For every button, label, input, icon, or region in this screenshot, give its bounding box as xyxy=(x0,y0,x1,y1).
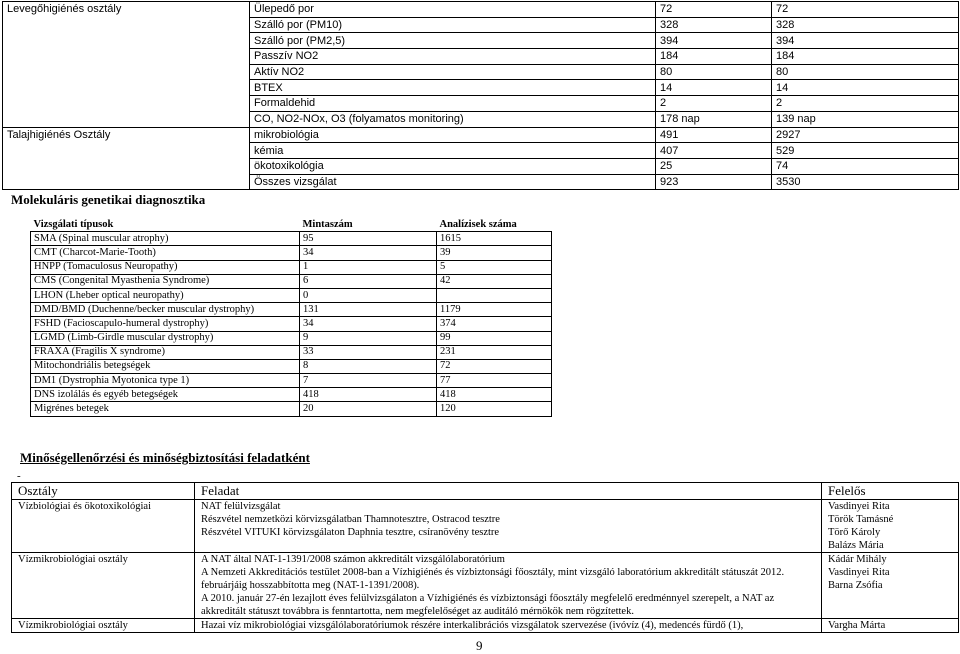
analysis-count: 1615 xyxy=(437,232,552,246)
measurement-name: BTEX xyxy=(250,80,656,96)
department-cell xyxy=(3,49,250,65)
genetics-table xyxy=(30,218,552,417)
sample-count: 7 xyxy=(300,374,437,388)
analysis-count: 39 xyxy=(437,246,552,260)
analysis-count: 374 xyxy=(437,317,552,331)
department-cell xyxy=(3,17,250,33)
sample-count: 20 xyxy=(300,402,437,416)
page-number: 9 xyxy=(476,638,483,653)
quality-row xyxy=(12,619,959,633)
quality-row-task xyxy=(195,619,822,633)
measurement-name: Szálló por (PM10) xyxy=(250,17,656,33)
value-cell-2: 184 xyxy=(772,49,959,65)
test-type: DMD/BMD (Duchenne/becker muscular dystrophy) xyxy=(31,303,300,317)
genetics-row xyxy=(31,274,552,288)
department-cell xyxy=(3,158,250,174)
resp-line: Török Tamásné xyxy=(828,514,894,525)
value-cell-1: 394 xyxy=(656,33,772,49)
sample-count: 95 xyxy=(300,232,437,246)
analysis-count: 77 xyxy=(437,374,552,388)
department-cell: Levegőhigiénés osztály xyxy=(3,2,250,18)
measurement-name: CO, NO2-NOx, O3 (folyamatos monitoring) xyxy=(250,111,656,127)
genetics-row xyxy=(31,232,552,246)
test-type: Migrénes betegek xyxy=(31,402,300,416)
test-type: DM1 (Dystrophia Myotonica type 1) xyxy=(31,374,300,388)
quality-row xyxy=(12,553,959,619)
test-type: CMS (Congenital Myasthenia Syndrome) xyxy=(31,274,300,288)
department-cell xyxy=(3,80,250,96)
resp-line: Balázs Mária xyxy=(828,540,884,551)
value-cell-2: 74 xyxy=(772,158,959,174)
analysis-count: 72 xyxy=(437,359,552,373)
value-cell-1: 2 xyxy=(656,96,772,112)
measurement-name: Összes vizsgálat xyxy=(250,174,656,190)
measurement-row xyxy=(3,64,959,80)
genetics-header-analyses: Analízisek száma xyxy=(437,218,552,232)
test-type: FRAXA (Fragilis X syndrome) xyxy=(31,345,300,359)
quality-header-task: Feladat xyxy=(195,483,822,500)
measurement-row xyxy=(3,2,959,18)
measurement-name: Ülepedő por xyxy=(250,2,656,18)
resp-line: Vasdinyei Rita xyxy=(828,567,890,578)
task-line: Részvétel VITUKI körvizsgálaton Daphnia tesztre, csíranövény tesztre xyxy=(201,527,500,538)
measurement-row xyxy=(3,127,959,143)
genetics-section-title: Molekuláris genetikai diagnosztika xyxy=(11,192,206,207)
analysis-count: 120 xyxy=(437,402,552,416)
resp-line: Törő Károly xyxy=(828,527,881,538)
analysis-count: 5 xyxy=(437,260,552,274)
quality-header-dept: Osztály xyxy=(12,483,195,500)
genetics-row xyxy=(31,388,552,402)
resp-line: Kádár Mihály xyxy=(828,554,887,565)
value-cell-1: 328 xyxy=(656,17,772,33)
department-cell xyxy=(3,96,250,112)
quality-header-resp: Felelős xyxy=(822,483,959,500)
value-cell-1: 25 xyxy=(656,158,772,174)
sample-count: 1 xyxy=(300,260,437,274)
test-type: LHON (Lheber optical neuropathy) xyxy=(31,288,300,302)
sample-count: 0 xyxy=(300,288,437,302)
task-line: A NAT által NAT-1-1391/2008 számon akkreditált vizsgálólaboratórium xyxy=(201,554,505,565)
sample-count: 33 xyxy=(300,345,437,359)
value-cell-1: 72 xyxy=(656,2,772,18)
value-cell-1: 407 xyxy=(656,143,772,159)
measurement-row xyxy=(3,17,959,33)
test-type: FSHD (Facioscapulo-humeral dystrophy) xyxy=(31,317,300,331)
measurement-row xyxy=(3,96,959,112)
value-cell-2: 80 xyxy=(772,64,959,80)
quality-section-title: Minőségellenőrzési és minőségbiztosítási feladatként xyxy=(20,450,310,465)
genetics-row xyxy=(31,260,552,274)
genetics-row xyxy=(31,246,552,260)
genetics-header-row xyxy=(31,218,552,232)
measurement-row xyxy=(3,80,959,96)
sample-count: 34 xyxy=(300,317,437,331)
measurement-name: Szálló por (PM2,5) xyxy=(250,33,656,49)
genetics-row xyxy=(31,359,552,373)
value-cell-1: 923 xyxy=(656,174,772,190)
measurement-row xyxy=(3,174,959,190)
analysis-count: 1179 xyxy=(437,303,552,317)
air-soil-hygiene-table xyxy=(2,1,959,190)
quality-header-row xyxy=(12,483,959,500)
task-line: Részvétel nemzetközi körvizsgálatban Thamnotesztre, Ostracod tesztre xyxy=(201,514,500,525)
department-cell xyxy=(3,33,250,49)
measurement-row xyxy=(3,143,959,159)
measurement-name: ökotoxikológia xyxy=(250,158,656,174)
value-cell-1: 491 xyxy=(656,127,772,143)
genetics-header-type: Vizsgálati típusok xyxy=(31,218,300,232)
genetics-row xyxy=(31,331,552,345)
quality-dash: - xyxy=(17,470,21,482)
value-cell-2: 529 xyxy=(772,143,959,159)
department-cell xyxy=(3,174,250,190)
resp-line: Vargha Márta xyxy=(828,620,886,631)
value-cell-2: 72 xyxy=(772,2,959,18)
measurement-row xyxy=(3,49,959,65)
analysis-count: 418 xyxy=(437,388,552,402)
sample-count: 34 xyxy=(300,246,437,260)
department-cell xyxy=(3,143,250,159)
sample-count: 418 xyxy=(300,388,437,402)
test-type: HNPP (Tomaculosus Neuropathy) xyxy=(31,260,300,274)
task-line: NAT felülvizsgálat xyxy=(201,501,281,512)
analysis-count xyxy=(437,288,552,302)
genetics-row xyxy=(31,402,552,416)
value-cell-2: 3530 xyxy=(772,174,959,190)
measurement-name: kémia xyxy=(250,143,656,159)
quality-row-task xyxy=(195,553,822,619)
test-type: CMT (Charcot-Marie-Tooth) xyxy=(31,246,300,260)
measurement-name: Aktív NO2 xyxy=(250,64,656,80)
genetics-header-samples: Mintaszám xyxy=(300,218,437,232)
analysis-count: 231 xyxy=(437,345,552,359)
value-cell-2: 139 nap xyxy=(772,111,959,127)
value-cell-2: 14 xyxy=(772,80,959,96)
genetics-row xyxy=(31,345,552,359)
value-cell-1: 178 nap xyxy=(656,111,772,127)
analysis-count: 42 xyxy=(437,274,552,288)
quality-row-dept: Vízmikrobiológiai osztály xyxy=(12,619,195,633)
value-cell-1: 14 xyxy=(656,80,772,96)
genetics-row xyxy=(31,374,552,388)
resp-line: Vasdinyei Rita xyxy=(828,501,890,512)
sample-count: 9 xyxy=(300,331,437,345)
analysis-count: 99 xyxy=(437,331,552,345)
measurement-name: Passzív NO2 xyxy=(250,49,656,65)
measurement-row xyxy=(3,33,959,49)
value-cell-1: 80 xyxy=(656,64,772,80)
task-line: Hazai víz mikrobiológiai vizsgálólaboratóriumok részére interkalibrációs vizsgálatok szervezése (ivóvíz (4), medencés fürdő (1), xyxy=(201,620,744,631)
quality-row-resp xyxy=(822,500,959,553)
quality-row-dept: Vízbiológiai és ökotoxikológiai xyxy=(12,500,195,553)
quality-row-resp xyxy=(822,619,959,633)
resp-line: Barna Zsófia xyxy=(828,580,883,591)
sample-count: 6 xyxy=(300,274,437,288)
value-cell-1: 184 xyxy=(656,49,772,65)
quality-row-resp xyxy=(822,553,959,619)
value-cell-2: 2 xyxy=(772,96,959,112)
quality-row-dept: Vízmikrobiológiai osztály xyxy=(12,553,195,619)
genetics-row xyxy=(31,303,552,317)
test-type: DNS izolálás és egyéb betegségek xyxy=(31,388,300,402)
genetics-row xyxy=(31,317,552,331)
department-cell: Talajhigiénés Osztály xyxy=(3,127,250,143)
test-type: LGMD (Limb-Girdle muscular dystrophy) xyxy=(31,331,300,345)
measurement-row xyxy=(3,158,959,174)
value-cell-2: 394 xyxy=(772,33,959,49)
task-line: A 2010. január 27-én lezajlott éves felülvizsgálaton a Vízhigiénés és vízbiztonsági főosztály megfelelő eredménnyel szerepelt, a NAT az akkreditált státuszt továbbra is fenntartotta, nem megfelelőséget az auditáló mérnökök nem rögzítettek. xyxy=(201,593,775,617)
test-type: SMA (Spinal muscular atrophy) xyxy=(31,232,300,246)
measurement-row xyxy=(3,111,959,127)
genetics-row xyxy=(31,288,552,302)
measurement-name: Formaldehid xyxy=(250,96,656,112)
quality-row-task xyxy=(195,500,822,553)
department-cell xyxy=(3,111,250,127)
test-type: Mitochondriális betegségek xyxy=(31,359,300,373)
value-cell-2: 2927 xyxy=(772,127,959,143)
quality-row xyxy=(12,500,959,553)
quality-table xyxy=(11,482,959,633)
value-cell-2: 328 xyxy=(772,17,959,33)
department-cell xyxy=(3,64,250,80)
measurement-name: mikrobiológia xyxy=(250,127,656,143)
sample-count: 8 xyxy=(300,359,437,373)
sample-count: 131 xyxy=(300,303,437,317)
task-line: A Nemzeti Akkreditációs testület 2008-ban a Vízhigiénés és vízbiztonsági főosztály, mint vizsgáló laboratórium akkreditált státuszát 2012. februárjáig hosszabbította meg (NAT-1-1391/2008). xyxy=(201,567,785,591)
